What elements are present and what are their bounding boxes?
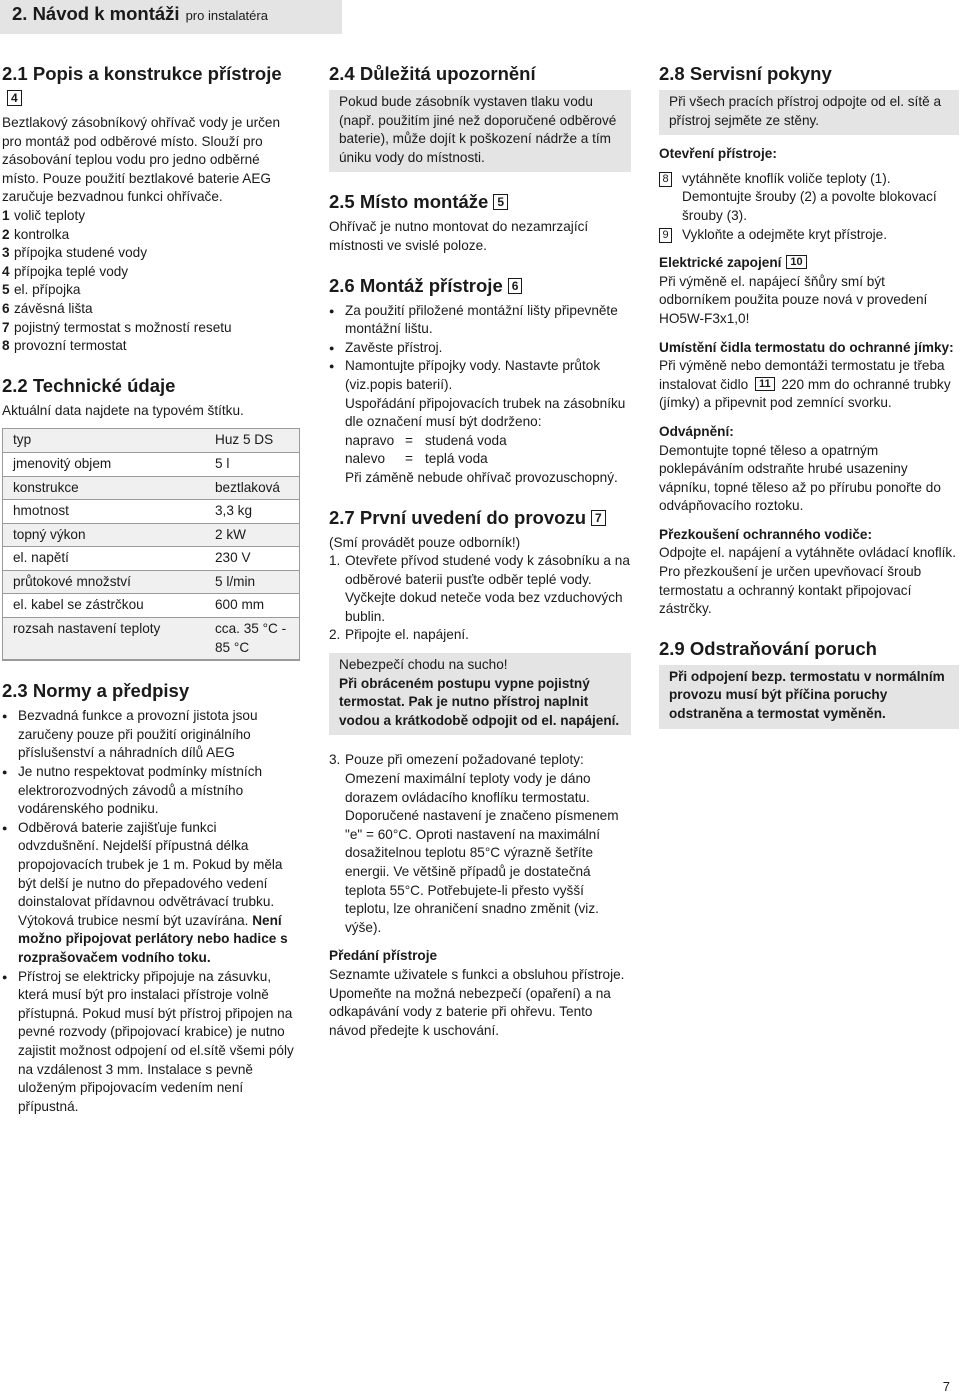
spec-label: hmotnost	[3, 500, 205, 524]
spec-value: 230 V	[205, 547, 299, 571]
elec-connection-title-text: Elektrické zapojení	[659, 255, 782, 271]
section-2-1-intro: Beztlakový zásobníkový ohřívač vody je určen pro montáž pod odběrové místo. Slouží pro zásobování teplou vodu pro jedno odběrné místo. Pouze použití beztlakové baterie AEG zaručuje bezvadnou funkci ohřívače.	[2, 115, 281, 205]
open-step-fig: 9	[659, 228, 672, 243]
spec-value: beztlaková	[205, 476, 299, 500]
legend-item	[2, 244, 300, 263]
figure-ref-6: 6	[508, 278, 523, 294]
elec-connection-title	[659, 254, 959, 273]
column-right	[659, 62, 959, 735]
sensor-text	[659, 357, 959, 413]
pipe-right-eq: =	[405, 432, 413, 448]
section-2-8-box: Při všech pracích přístroj odpojte od el. sítě a přístroj sejměte ze stěny.	[659, 90, 959, 135]
spec-row	[3, 500, 299, 524]
pipe-left-eq: =	[405, 451, 413, 467]
pipe-left-label: nalevo	[345, 451, 386, 467]
legend-item	[2, 337, 300, 356]
pipe-right-value: studená voda	[425, 432, 507, 448]
section-2-2-intro: Aktuální data najdete na typovém štítku.	[2, 402, 244, 418]
section-2-4-box: Pokud bude zásobník vystaven tlaku vodu (např. použitím jiné než doporučené odběrové baterie), může dojít k poškození nádrže a tím úniku vody do místnosti.	[329, 90, 631, 172]
descaling-text: Demontujte topné těleso a opatrným poklepáváním odstraňte hrubé usazeniny vápníku, topné těleso až po přírubu ponořte do odvápňovacího roztoku.	[659, 442, 941, 514]
section-2-5-title	[329, 190, 631, 214]
section-2-9-box: Při odpojení bezp. termostatu v normálním provozu musí být příčina poruchy odstraněna a termostat vyměněn.	[659, 665, 959, 729]
section-2-5-text: Ohřívač je nutno montovat do nezamrzající místnosti ve svislé poloze.	[329, 219, 589, 253]
figure-ref-10: 10	[786, 255, 806, 269]
pipe-right-label: napravo	[345, 432, 395, 448]
mount-bullet: ● Namontujte přípojky vody. Nastavte průtok (viz.popis baterií).	[329, 357, 631, 394]
section-2-7-steps	[329, 552, 631, 645]
legend-text: přípojka teplé vody	[14, 263, 129, 279]
legend-text: přípojka studené vody	[14, 245, 148, 261]
section-2-3-list	[2, 707, 300, 1116]
section-2-7-note: (Smí provádět pouze odborník!)	[329, 534, 521, 550]
section-2-6-swap-note: Při záměně nebude ohřívač provozuschopný.	[345, 469, 618, 485]
norm-bullet-text: Odběrová baterie zajišťuje funkci odvzdušnění. Nejdelší přípustná délka propojovacích trubek je 1 m. Pokud by měla být delší je nutno do přepadového vedení doinstalovat přídavnou odvětrávací trubku. Výtoková trubice nesmí být uzavírána.	[18, 819, 283, 928]
legend-item	[2, 319, 300, 338]
spec-label: jmenovitý objem	[3, 452, 205, 476]
pipe-left-value: teplá voda	[425, 451, 488, 467]
spec-label: průtokové množství	[3, 570, 205, 594]
legend-text: pojistný termostat s možností resetu	[14, 319, 232, 335]
dry-run-warning-text: Při obráceném postupu vypne pojistný termostat. Pak je nutno přístroj naplnit vodou a krátkodobě odpojit od el. napájení.	[339, 675, 620, 728]
column-left	[2, 62, 300, 1116]
descaling-title: Odvápnění:	[659, 423, 734, 439]
elec-connection-text: Při výměně el. napájecí šňůry smí být odborníkem použita pouze nová v provedení HO5W-F3x1,0!	[659, 273, 928, 326]
spec-label: typ	[3, 429, 205, 452]
legend-text: provozní termostat	[14, 338, 127, 354]
section-2-6-list	[329, 302, 631, 395]
dry-run-warning-title: Nebezpečí chodu na sucho!	[339, 657, 508, 673]
sensor-text-b: 220 mm do ochranné trubky (jímky) a připevnit pod zemnící svorku.	[659, 376, 951, 411]
commission-step	[329, 626, 631, 645]
legend-num: 8	[2, 338, 10, 354]
commission-step-num: 2.	[329, 627, 341, 643]
section-2-2-title: 2.2 Technické údaje	[2, 374, 176, 396]
ground-check-text: Odpojte el. napájení a vytáhněte ovládací knoflík. Pro přezkoušení je určen upevňovací šroub termostatu a ochranný kontakt připojovací zástrčky.	[659, 545, 956, 617]
open-step-text: Vykloňte a odejměte kryt přístroje.	[682, 226, 888, 242]
header-bar	[0, 0, 342, 34]
legend-text: kontrolka	[14, 226, 70, 242]
legend-text: volič teploty	[14, 207, 86, 223]
legend-num: 7	[2, 319, 10, 335]
spec-row	[3, 547, 299, 571]
spec-row	[3, 594, 299, 618]
pipe-right-row	[329, 432, 631, 451]
spec-value: cca. 35 °C - 85 °C	[205, 618, 299, 660]
norm-bullet	[2, 819, 300, 968]
handover-title: Předání přístroje	[329, 948, 438, 964]
legend-text: el. přípojka	[14, 282, 81, 298]
figure-ref-7: 7	[591, 510, 606, 526]
spec-label: konstrukce	[3, 476, 205, 500]
spec-row	[3, 570, 299, 594]
ground-check-title: Přezkoušení ochranného vodiče:	[659, 526, 873, 542]
figure-ref-4: 4	[7, 90, 22, 106]
spec-row	[3, 523, 299, 547]
norm-bullet	[2, 707, 300, 763]
spec-value: 5 l/min	[205, 570, 299, 594]
legend-item	[2, 226, 300, 245]
spec-label: el. kabel se zástrčkou	[3, 594, 205, 618]
open-step-text: vytáhněte knoflík voliče teploty (1). Demontujte šrouby (2) a povolte blokovací šrouby (3).	[682, 170, 937, 223]
sensor-title: Umístění čidla termostatu do ochranné jímky:	[659, 339, 954, 355]
section-2-1-title	[2, 62, 300, 110]
section-2-4-title: 2.4 Důležitá upozornění	[329, 63, 536, 84]
section-2-7-title-text: 2.7 První uvedení do provozu	[329, 506, 586, 528]
commission-step-text: Otevřete přívod studené vody k zásobníku a na odběrové baterii pusťte odběr teplé vody. Vyčkejte dokud neteče voda bez vzduchových bublin.	[345, 553, 630, 624]
spec-table-wrapper	[2, 428, 300, 661]
page-subtitle: pro instalatéra	[185, 8, 268, 23]
commission-step-num: 1.	[329, 553, 341, 569]
legend-num: 4	[2, 263, 10, 279]
section-2-9-title: 2.9 Odstraňování poruch	[659, 637, 877, 659]
spec-value: 2 kW	[205, 523, 299, 547]
section-2-1-title-text: 2.1 Popis a konstrukce přístroje	[2, 63, 282, 84]
page-number: 7	[942, 1379, 950, 1394]
spec-row	[3, 452, 299, 476]
spec-value: 3,3 kg	[205, 500, 299, 524]
legend-item	[2, 207, 300, 226]
figure-ref-5: 5	[493, 194, 508, 210]
section-2-8-title: 2.8 Servisní pokyny	[659, 63, 832, 84]
norm-bullet-text: Přístroj se elektricky připojuje na zásuvku, která musí být pro instalaci přístroje volně přístupná. Pokud musí být přístroj připojen na pevné rozvody (připojovací krabice) je nutno zajistit možnost odpojení od el.sítě všemi póly na vzdálenost 3 mm. Instalace s pevně uloženým připojovacím vedením není přípustná.	[18, 968, 294, 1114]
spec-label: topný výkon	[3, 523, 205, 547]
spec-table	[3, 429, 299, 660]
legend-item	[2, 281, 300, 300]
legend-item	[2, 300, 300, 319]
norm-bullet-text: Je nutno respektovat podmínky místních elektrorozvodných závodů a místního vodárenského podniku.	[18, 764, 263, 817]
spec-row	[3, 618, 299, 660]
open-step	[659, 226, 959, 245]
section-2-3-title: 2.3 Normy a předpisy	[2, 680, 190, 702]
mount-bullet: ● Zavěste přístroj.	[329, 339, 631, 358]
norm-bullet	[2, 968, 300, 1117]
step-3-text: Omezení maximální teploty vody je dáno dorazem ovládacího knoflíku termostatu. Doporučené nastavení je značeno písmenem "e" = 60°C. Oproti nastavení na maximální dosažitelnou teplotu 85°C výrazně šetříte energii. Ve většině případů je dostatečná teplota 55°C. Potřebujete-li přesto vyšší teplotu, lze ohraničení snadno změnit (viz. výše).	[345, 771, 619, 935]
spec-label: el. napětí	[3, 547, 205, 571]
handover-text: Seznamte uživatele s funkci a obsluhou přístroje. Upomeňte na možná nebezpečí (opaření) a na odkapávání vody z baterie při ohřevu. Tento návod předejte k uschování.	[329, 966, 625, 1038]
section-2-6-arrangement: Uspořádání připojovacích trubek na zásobníku dle označení musí být dodrženo:	[345, 395, 626, 430]
open-step	[659, 170, 959, 226]
legend-num: 1	[2, 207, 10, 223]
section-2-6-title-text: 2.6 Montáž přístroje	[329, 274, 503, 296]
mount-bullet: ● Za použití přiložené montážní lišty připevněte montážní lištu.	[329, 302, 631, 339]
norm-bullet-bold: Není možno připojovat perlátory nebo hadice s rozprašovačem vodního toku.	[18, 912, 288, 965]
legend-text: závěsná lišta	[14, 300, 93, 316]
step-3-title: Pouze při omezení požadované teploty:	[345, 752, 584, 768]
norm-bullet-text: Bezvadná funkce a provozní jistota jsou zaručeny pouze při použití originálního příslušenství a náhradních dílů AEG	[18, 708, 258, 761]
norm-bullet	[2, 763, 300, 819]
section-2-7-title	[329, 506, 631, 530]
section-2-5-title-text: 2.5 Místo montáže	[329, 191, 489, 213]
open-device-title: Otevření přístroje:	[659, 146, 777, 162]
legend-num: 3	[2, 245, 10, 261]
commission-step-text: Připojte el. napájení.	[345, 627, 469, 643]
sensor-text-a: Při výměně nebo demontáži termostatu je třeba instalovat čidlo	[659, 358, 945, 392]
figure-ref-11: 11	[755, 377, 775, 391]
open-step-fig: 8	[659, 172, 672, 187]
pipe-left-row	[329, 450, 631, 469]
column-middle	[329, 62, 631, 1040]
open-device-steps	[659, 170, 959, 244]
spec-row	[3, 429, 299, 452]
page-title: 2. Návod k montáži	[12, 3, 180, 24]
spec-label: rozsah nastavení teploty	[3, 618, 205, 660]
legend-num: 5	[2, 282, 10, 298]
step-3	[329, 751, 631, 770]
section-2-6-title	[329, 274, 631, 298]
commission-step	[329, 552, 631, 626]
step-3-num: 3.	[329, 752, 341, 768]
spec-value: 600 mm	[205, 594, 299, 618]
legend-num: 6	[2, 300, 10, 316]
component-legend	[2, 207, 300, 356]
legend-item	[2, 263, 300, 282]
spec-value: Huz 5 DS	[205, 429, 299, 452]
spec-row	[3, 476, 299, 500]
dry-run-warning-box	[329, 653, 631, 735]
spec-value: 5 l	[205, 452, 299, 476]
legend-num: 2	[2, 226, 10, 242]
